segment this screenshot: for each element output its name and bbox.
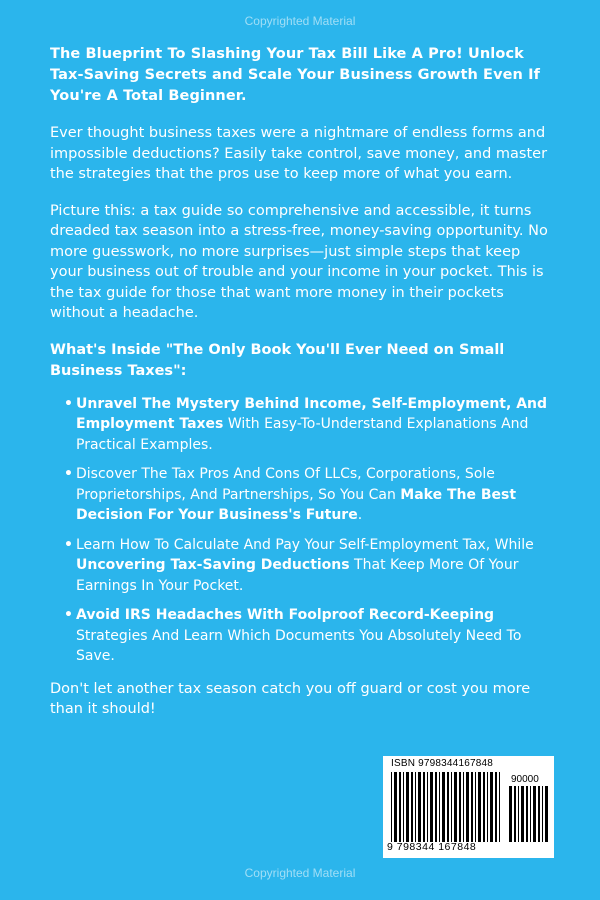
barcode-bar — [442, 772, 445, 842]
watermark-top: Copyrighted Material — [244, 14, 356, 28]
barcode-bar — [545, 786, 548, 842]
feature-item: • Learn How To Calculate And Pay Your Self-Employment Tax, While Uncovering Tax-Saving Deductions That Keep More Of Your Earnings In Your Pocket. — [64, 535, 550, 597]
barcode-bar — [423, 772, 425, 842]
barcode-bar — [514, 786, 516, 842]
barcode-bar — [451, 772, 452, 842]
barcode-bar — [475, 772, 476, 842]
price-addon-code: 90000 — [511, 774, 539, 785]
addon-barcode-bars — [509, 786, 549, 842]
ean-barcode-bars — [391, 772, 503, 842]
barcode-bar — [499, 772, 500, 842]
watermark-bottom: Copyrighted Material — [244, 866, 356, 880]
barcode-bar — [411, 772, 413, 842]
barcode-bar — [418, 772, 421, 842]
barcode-bar — [526, 786, 528, 842]
barcode-bar — [518, 786, 519, 842]
barcode-bar — [463, 772, 464, 842]
isbn-digits: 9 798344 167848 — [387, 841, 477, 853]
barcode-bar — [490, 772, 493, 842]
barcode-bar — [533, 786, 536, 842]
barcode-bar — [430, 772, 433, 842]
inside-title: What's Inside "The Only Book You'll Ever Need on Small Business Taxes": — [50, 341, 505, 379]
barcode-bar — [509, 786, 512, 842]
intro-paragraph: Ever thought business taxes were a nightmare of endless forms and impossible deductions? Easily take control, save money, and master the strategies that the pros use to keep more of what you earn. — [50, 125, 548, 182]
headline: The Blueprint To Slashing Your Tax Bill Like A Pro! Unlock Tax-Saving Secrets and Scale Your Business Growth Even If You're A Total Beginner. — [50, 46, 541, 104]
barcode-bar — [478, 772, 481, 842]
barcode-bar — [394, 772, 397, 842]
barcode-bar — [399, 772, 401, 842]
barcode-bar — [471, 772, 473, 842]
back-cover-text — [50, 44, 550, 720]
feature-list — [50, 394, 550, 667]
barcode-bar — [495, 772, 497, 842]
closing-paragraph: Don't let another tax season catch you off guard or cost you more than it should! — [50, 680, 531, 717]
barcode-bar — [447, 772, 449, 842]
barcode-bar — [415, 772, 416, 842]
isbn-label: ISBN 9798344167848 — [391, 758, 494, 769]
feature-item: • Avoid IRS Headaches With Foolproof Record-Keeping Strategies And Learn Which Documents You Absolutely Need To Save. — [64, 605, 550, 667]
barcode-bar — [538, 786, 540, 842]
barcode-bar — [439, 772, 440, 842]
barcode-bar — [483, 772, 485, 842]
feature-item: • Discover The Tax Pros And Cons Of LLCs, Corporations, Sole Proprietorships, And Partnerships, So You Can Make The Best Decision For Your Business's Future. — [64, 464, 550, 526]
barcode-bar — [530, 786, 531, 842]
picture-paragraph: Picture this: a tax guide so comprehensive and accessible, it turns dreaded tax season into a stress-free, money-saving opportunity. No more guesswork, no more surprises—just simple steps that keep your business out of trouble and your income in your pocket. This is the tax guide for those that want more money in their pockets without a headache. — [50, 202, 548, 321]
isbn-barcode — [383, 756, 554, 858]
feature-item: • Unravel The Mystery Behind Income, Self-Employment, And Employment Taxes With Easy-To-Understand Explanations And Practical Examples. — [64, 394, 550, 456]
barcode-bar — [454, 772, 457, 842]
barcode-bar — [403, 772, 404, 842]
barcode-bar — [459, 772, 461, 842]
barcode-bar — [406, 772, 409, 842]
barcode-bar — [391, 772, 392, 842]
barcode-bar — [521, 786, 524, 842]
barcode-bar — [542, 786, 543, 842]
barcode-bar — [435, 772, 437, 842]
barcode-bar — [487, 772, 488, 842]
barcode-bar — [427, 772, 428, 842]
barcode-bar — [466, 772, 469, 842]
